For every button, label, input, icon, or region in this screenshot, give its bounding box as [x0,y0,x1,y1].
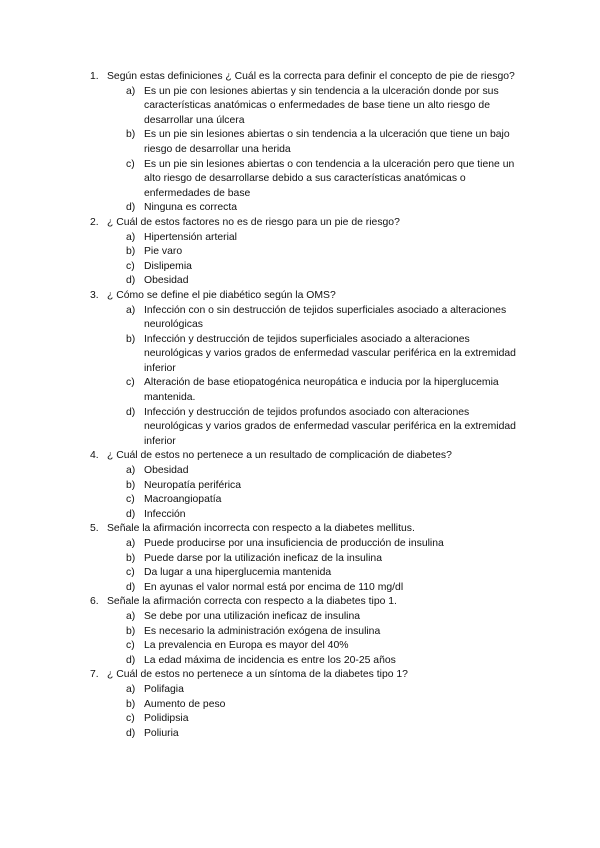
question-text: ¿ Cuál de estos no pertenece a un resultado de complicación de diabetes? [107,450,452,462]
option-c [0,712,600,727]
question-number: 6. [90,596,99,608]
option-text: Obesidad [144,275,189,287]
option-c [0,158,600,202]
option-text: Se debe por una utilización ineficaz de insulina [144,610,361,622]
options-list [0,464,600,522]
question-number: 4. [90,450,99,462]
question-number: 5. [90,523,99,535]
question-number: 7. [90,669,99,681]
option-c [0,493,600,508]
option-d [0,581,600,596]
options-list [0,537,600,595]
option-text: Obesidad [144,465,189,477]
option-text: Neuropatía periférica [144,479,242,491]
option-text: Polifagia [144,683,184,695]
option-letter: c) [126,713,135,725]
option-a [0,304,600,333]
option-letter: d) [126,654,136,666]
option-text: Macroangiopatía [144,494,222,506]
option-a [0,85,600,129]
question-text: ¿ Cuál de estos no pertenece a un síntoma de la diabetes tipo 1? [107,669,408,681]
option-a [0,610,600,625]
options-list [0,231,600,289]
option-letter: a) [126,538,136,549]
quiz-page [0,70,600,741]
option-c [0,566,600,581]
question-text: Señale la afirmación incorrecta con respecto a la diabetes mellitus. [107,523,415,535]
option-text: Ninguna es correcta [144,202,237,214]
option-b [0,245,600,260]
option-a [0,537,600,552]
question-7 [0,668,600,741]
option-c [0,639,600,654]
option-letter: b) [126,479,136,491]
option-text: Es necesario la administración exógena de insulina [144,625,381,637]
option-letter: b) [126,333,136,345]
option-letter: d) [126,202,136,214]
option-text: La prevalencia en Europa es mayor del 40% [144,640,349,652]
option-b [0,333,600,377]
question-text: Según estas definiciones ¿ Cuál es la correcta para definir el concepto de pie de riesgo? [107,71,515,82]
option-letter: a) [126,465,136,477]
option-a [0,464,600,479]
question-3 [0,289,600,450]
option-text: Pie varo [144,246,183,258]
option-text: Poliuria [144,727,179,739]
option-d [0,727,600,742]
option-text: La edad máxima de incidencia es entre los 20-25 años [144,654,396,666]
option-text: Es un pie con lesiones abiertas y sin tendencia a la ulceración donde por sus características anatómicas o enfermedades de base tiene un alto riesgo de desarrollar una úlcera [144,85,499,126]
option-d [0,508,600,523]
option-letter: b) [126,625,136,637]
option-letter: d) [126,508,136,520]
option-text: Infección [144,508,186,520]
options-list [0,304,600,450]
option-letter: d) [126,727,136,739]
option-d [0,201,600,216]
option-text: En ayunas el valor normal está por encima de 110 mg/dl [144,581,404,593]
option-text: Da lugar a una hiperglucemia mantenida [144,567,332,579]
options-list [0,683,600,741]
question-2 [0,216,600,289]
option-letter: a) [126,231,136,243]
option-letter: c) [126,377,135,389]
option-letter: a) [126,610,136,622]
option-letter: c) [126,640,135,652]
option-text: Infección y destrucción de tejidos superficiales asociado a alteraciones neurológicas y varios grados de enfermedad vascular periférica en la extremidad inferior [144,333,516,374]
option-text: Puede darse por la utilización ineficaz de la insulina [144,552,382,564]
option-text: Aumento de peso [144,698,226,710]
option-d [0,406,600,450]
option-letter: c) [126,494,135,506]
option-letter: a) [126,304,136,316]
option-text: Infección con o sin destrucción de tejidos superficiales asociado a alteraciones neurológicas [144,304,507,331]
question-4 [0,449,600,522]
option-letter: b) [126,552,136,564]
question-6 [0,595,600,668]
option-letter: b) [126,129,136,141]
option-b [0,128,600,157]
option-letter: d) [126,275,136,287]
option-text: Es un pie sin lesiones abiertas o sin tendencia a la ulceración que tiene un bajo riesgo de desarrollar una herida [144,129,510,155]
option-d [0,274,600,289]
option-letter: c) [126,260,135,272]
option-letter: c) [126,567,135,579]
option-letter: c) [126,158,135,170]
question-text: ¿ Cómo se define el pie diabético según la OMS? [107,289,336,301]
options-list [0,610,600,668]
option-text: Puede producirse por una insuficiencia de producción de insulina [144,538,444,549]
option-letter: d) [126,406,136,418]
option-text: Es un pie sin lesiones abiertas o con tendencia a la ulceración pero que tiene un alto riesgo de desarrollarse debido a sus características anatómicas o enfermedades de base [144,158,515,199]
option-text: Polidipsia [144,713,189,725]
question-number: 1. [90,71,99,82]
option-text: Hipertensión arterial [144,231,237,243]
option-b [0,698,600,713]
option-text: Alteración de base etiopatogénica neuropática e inducia por la hiperglucemia mantenida. [144,377,499,404]
option-b [0,552,600,567]
option-b [0,479,600,494]
option-letter: b) [126,698,136,710]
question-5 [0,522,600,595]
option-text: Infección y destrucción de tejidos profundos asociado con alteraciones neurológicas y varios grados de enfermedad vascular periférica en la extremidad inferior [144,406,516,447]
option-a [0,683,600,698]
option-letter: a) [126,683,136,695]
option-letter: a) [126,85,136,97]
option-c [0,376,600,405]
options-list [0,85,600,216]
question-text: ¿ Cuál de estos factores no es de riesgo para un pie de riesgo? [107,216,400,228]
option-letter: d) [126,581,136,593]
option-d [0,654,600,669]
question-1 [0,70,600,216]
question-text: Señale la afirmación correcta con respecto a la diabetes tipo 1. [107,596,397,608]
option-c [0,260,600,275]
option-letter: b) [126,246,136,258]
option-text: Dislipemia [144,260,192,272]
option-a [0,231,600,246]
option-b [0,625,600,640]
question-number: 2. [90,216,99,228]
question-number: 3. [90,289,99,301]
